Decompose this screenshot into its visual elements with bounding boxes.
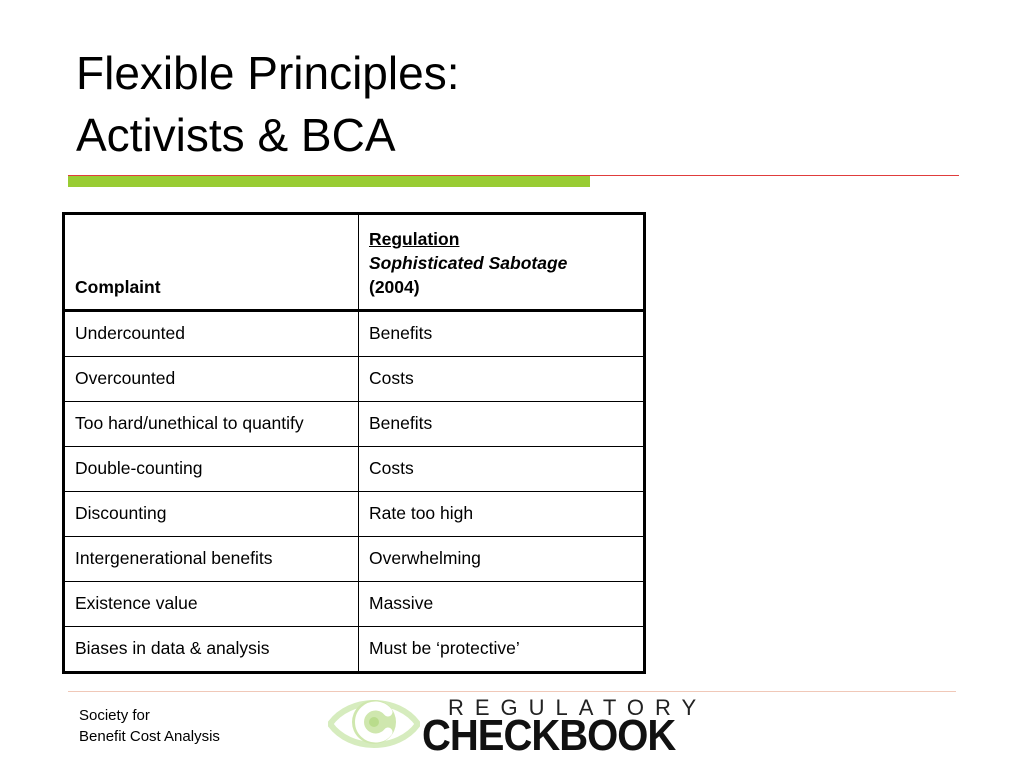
title-line-2: Activists & BCA — [76, 109, 396, 161]
header-complaint: Complaint — [64, 214, 359, 311]
cell-complaint: Overcounted — [64, 357, 359, 402]
table-row — [64, 627, 645, 673]
cell-complaint: Undercounted — [64, 311, 359, 357]
table-row — [64, 402, 645, 447]
logo-text-top: REGULATORY — [448, 695, 708, 720]
cell-complaint: Too hard/unethical to quantify — [64, 402, 359, 447]
cell-complaint: Intergenerational benefits — [64, 537, 359, 582]
eye-logo-icon — [328, 690, 420, 754]
title-divider-green — [68, 176, 590, 187]
header-regulation-year: (2004) — [369, 277, 420, 297]
header-regulation-label: Regulation — [369, 229, 460, 249]
footer-organization — [79, 705, 220, 747]
title-line-1: Flexible Principles: — [76, 47, 460, 99]
cell-complaint: Biases in data & analysis — [64, 627, 359, 673]
logo-text-bottom: CHECKBOOK — [422, 712, 676, 760]
cell-complaint: Double-counting — [64, 447, 359, 492]
header-regulation-source: Sophisticated Sabotage — [369, 253, 568, 273]
table-row — [64, 357, 645, 402]
cell-regulation: Costs — [359, 357, 645, 402]
cell-regulation: Benefits — [359, 311, 645, 357]
principles-table — [62, 212, 646, 674]
footer-org-line-2: Benefit Cost Analysis — [79, 728, 220, 745]
table-row — [64, 447, 645, 492]
cell-regulation: Rate too high — [359, 492, 645, 537]
table-header-row — [64, 214, 645, 311]
table-row — [64, 492, 645, 537]
header-regulation — [359, 214, 645, 311]
slide-title — [76, 42, 459, 166]
regulatory-checkbook-logo — [328, 690, 708, 760]
table-body — [64, 311, 645, 673]
cell-complaint: Existence value — [64, 582, 359, 627]
footer-org-line-1: Society for — [79, 707, 150, 724]
cell-complaint: Discounting — [64, 492, 359, 537]
table-row — [64, 582, 645, 627]
table-row — [64, 311, 645, 357]
cell-regulation: Must be ‘protective’ — [359, 627, 645, 673]
cell-regulation: Overwhelming — [359, 537, 645, 582]
table-row — [64, 537, 645, 582]
cell-regulation: Benefits — [359, 402, 645, 447]
cell-regulation: Massive — [359, 582, 645, 627]
table-header — [64, 214, 645, 311]
cell-regulation: Costs — [359, 447, 645, 492]
